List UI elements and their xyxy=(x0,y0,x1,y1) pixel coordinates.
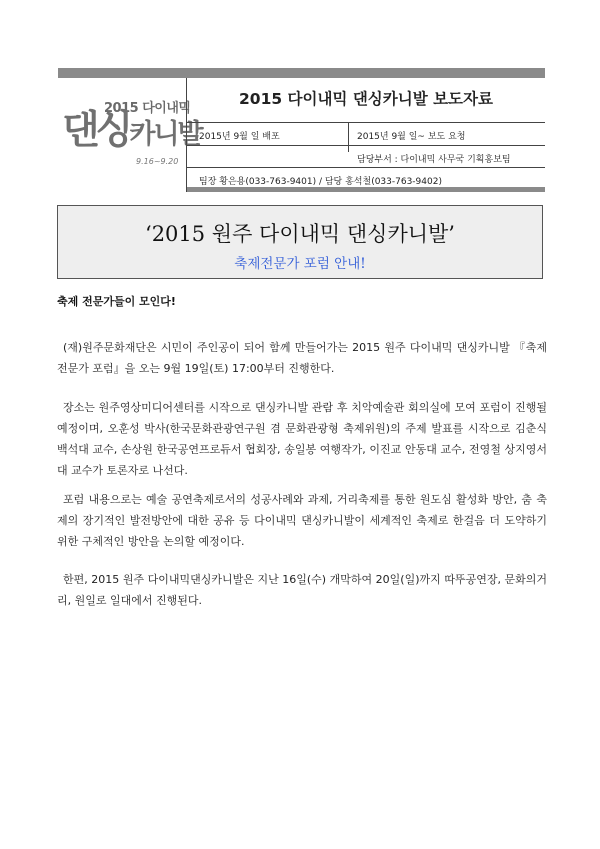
distribution-date: 2015년 9월 일 배포 xyxy=(199,132,280,142)
paragraph-text: 장소는 원주영상미디어센터를 시작으로 댄싱카니발 관람 후 치악예술관 회의실에 모여 포럼이 진행될 예정이며, 오훈성 박사(한국문화관광연구원 겸 문화관광형 축제위원)의 주제 발표를 시작으로 김춘식 백석대 교수, 손상원 한국공연프로듀서 협회장, 송일봉 여행작가, 이진교 안동대 교수, 전영철 상지영서대 교수가 토론자로 나선다. xyxy=(57,401,547,477)
logo-dates: 9.16~9.20 xyxy=(136,157,179,166)
paragraph-text: (재)원주문화재단은 시민이 주인공이 되어 함께 만들어가는 2015 원주 다이내믹 댄싱카니발 『축제전문가 포럼』을 오는 9월 19일(토) 17:00부터 진행한다. xyxy=(57,341,547,375)
report-request: 2015년 9월 일~ 보도 요청 xyxy=(357,132,466,142)
logo-year-text: 2015 다이내믹 xyxy=(104,101,191,116)
paragraph-2 xyxy=(57,397,547,481)
headline: 축제 전문가들이 모인다! xyxy=(57,295,176,308)
paragraph-4 xyxy=(57,569,547,611)
date-divider xyxy=(348,122,349,152)
header-top-bar xyxy=(58,68,545,78)
main-title: ‘2015 원주 다이내믹 댄싱카니발’ xyxy=(145,222,455,246)
paragraph-text: 포럼 내용으로는 예술 공연축제로서의 성공사례와 과제, 거리축제를 통한 원도심 활성화 방안, 춤 축제의 장기적인 발전방안에 대한 공유 등 다이내믹 댄싱카니발이 세계적인 축제로 한걸음 더 도약하기 위한 구체적인 방안을 논의할 예정이다. xyxy=(57,493,547,548)
sub-title: 축제전문가 포럼 안내! xyxy=(234,256,366,272)
header-divider-2 xyxy=(187,145,545,146)
press-title-row xyxy=(187,78,545,122)
paragraph-text: 한편, 2015 원주 다이내믹댄싱카니발은 지난 16일(수) 개막하여 20일(일)까지 따뚜공연장, 문화의거리, 원일로 일대에서 진행된다. xyxy=(57,573,547,607)
logo-main-big: 댄싱 xyxy=(62,108,130,153)
header-divider-1 xyxy=(187,122,545,123)
header-bottom-bar xyxy=(187,187,545,192)
press-title: 2015 다이내믹 댄싱카니발 보도자료 xyxy=(239,90,493,108)
contacts: 팀장 황은용(033-763-9401) / 담당 홍석철(033-763-9402) xyxy=(199,177,442,187)
paragraph-1 xyxy=(57,337,547,379)
logo-main-text xyxy=(62,108,202,158)
press-header xyxy=(58,68,545,192)
logo-main-small: 카니발 xyxy=(129,119,202,150)
header-divider-3 xyxy=(187,167,545,168)
festival-logo xyxy=(58,78,202,184)
department: 담당부서 : 다이내믹 사무국 기획홍보팀 xyxy=(357,155,511,165)
title-box xyxy=(57,205,543,279)
paragraph-3 xyxy=(57,489,547,552)
